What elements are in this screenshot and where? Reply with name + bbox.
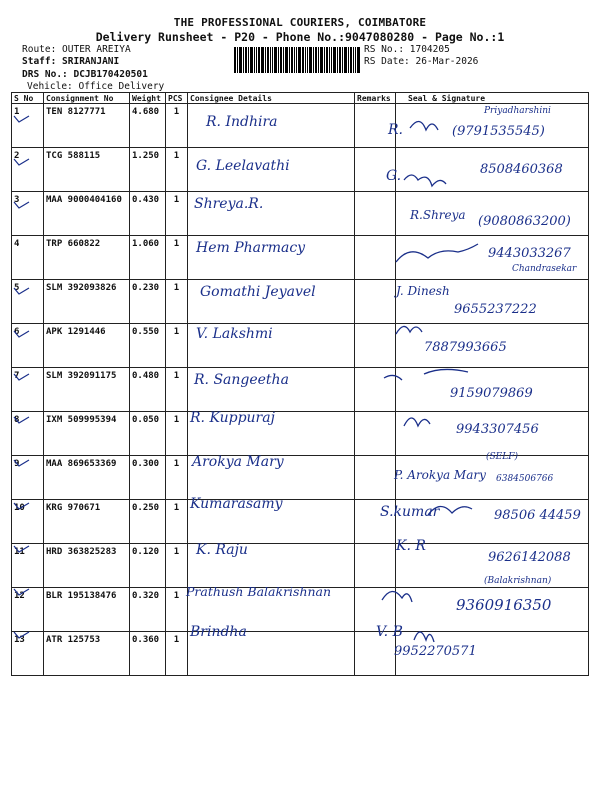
signature-text: P. Arokya Mary [394,468,486,482]
signature-phone: 9626142088 [488,550,571,565]
cell-remarks [355,544,396,588]
consignee-handwritten: G. Leelavathi [196,158,290,174]
cell-pcs: 1 [166,544,188,588]
cell-consignee [188,192,355,236]
cell-consignment: SLM 392091175 [44,368,130,412]
cell-pcs: 1 [166,500,188,544]
cell-sno: 3 [12,192,44,236]
runsheet-table [11,92,589,676]
cell-consignment: APK 1291446 [44,324,130,368]
signature-phone: 9360916350 [456,596,552,614]
signature-phone: 9159079869 [450,386,533,401]
cell-remarks [355,192,396,236]
staff-label: Staff: SRIRANJANI [22,56,120,68]
cell-consignee [188,104,355,148]
consignee-handwritten: R. Kuppuraj [190,410,275,426]
cell-sno: 11 [12,544,44,588]
cell-signature [396,368,589,412]
cell-sno: 6 [12,324,44,368]
cell-signature [396,632,589,676]
cell-weight: 0.120 [130,544,166,588]
signature-note: (Balakrishnan) [484,576,552,586]
runsheet-meta-left [22,44,148,81]
drs-label: DRS No.: DCJB170420501 [22,68,148,80]
table-row [12,192,589,236]
cell-sno: 4 [12,236,44,280]
cell-signature [396,148,589,192]
cell-consignment: MAA 869653369 [44,456,130,500]
table-row [12,456,589,500]
consignee-handwritten: K. Raju [196,542,248,558]
cell-sno: 5 [12,280,44,324]
col-header-signature: Seal & Signature [396,93,589,104]
signature-text: G. [386,168,402,184]
signature-phone: 8508460368 [480,162,563,177]
rs-date: RS Date: 26-Mar-2026 [364,56,479,68]
cell-consignment: TRP 660822 [44,236,130,280]
table-row [12,588,589,632]
cell-remarks [355,632,396,676]
signature-phone: 6384506766 [496,474,554,484]
cell-consignment: TEN 8127771 [44,104,130,148]
cell-consignment: ATR 125753 [44,632,130,676]
cell-consignee [188,280,355,324]
cell-weight: 4.680 [130,104,166,148]
runsheet-company-title: THE PROFESSIONAL COURIERS, COIMBATORE [173,16,427,29]
cell-remarks [355,104,396,148]
signature-phone: 9655237222 [454,302,537,317]
table-header-row [12,93,589,104]
table-row [12,324,589,368]
signature-phone: 98506 44459 [494,508,581,523]
signature-note: Priyadharshini [484,106,551,116]
table-row [12,104,589,148]
cell-remarks [355,500,396,544]
consignee-handwritten: Hem Pharmacy [196,240,306,256]
cell-consignee [188,148,355,192]
table-row [12,280,589,324]
cell-pcs: 1 [166,588,188,632]
cell-sno: 2 [12,148,44,192]
consignee-handwritten: Brindha [190,624,247,640]
table-row [12,368,589,412]
runsheet-meta-right [364,44,478,69]
cell-remarks [355,588,396,632]
cell-remarks [355,280,396,324]
cell-remarks [355,368,396,412]
cell-consignee [188,412,355,456]
cell-signature [396,544,589,588]
cell-signature [396,192,589,236]
signature-text: K. R [396,538,426,554]
signature-phone: 9443033267 [488,246,571,261]
rs-number: RS No.: 1704205 [364,44,450,55]
cell-signature [396,104,589,148]
cell-pcs: 1 [166,456,188,500]
cell-weight: 0.360 [130,632,166,676]
cell-pcs: 1 [166,368,188,412]
signature-phone: 7887993665 [424,340,507,355]
cell-consignee [188,236,355,280]
consignee-handwritten: Gomathi Jeyavel [200,284,316,300]
cell-weight: 0.550 [130,324,166,368]
cell-weight: 0.480 [130,368,166,412]
col-header-remarks: Remarks [355,93,396,104]
cell-consignment: BLR 195138476 [44,588,130,632]
signature-text: S.kumar [380,504,440,520]
signature-text: R. [388,122,403,138]
cell-sno: 12 [12,588,44,632]
cell-weight: 0.430 [130,192,166,236]
consignee-handwritten: V. Lakshmi [196,326,273,342]
table-row [12,544,589,588]
cell-sno: 10 [12,500,44,544]
signature-text: J. Dinesh [396,284,450,298]
consignee-handwritten: R. Indhira [206,114,278,130]
cell-consignee [188,500,355,544]
cell-pcs: 1 [166,104,188,148]
cell-signature [396,236,589,280]
cell-weight: 1.250 [130,148,166,192]
signature-phone: 9943307456 [456,422,539,437]
consignee-handwritten: Shreya.R. [194,196,264,212]
consignee-handwritten: Arokya Mary [192,454,284,470]
route-label: Route: OUTER AREIYA [22,44,131,55]
cell-consignment: SLM 392093826 [44,280,130,324]
signature-phone: (9791535545) [452,124,545,139]
cell-weight: 1.060 [130,236,166,280]
cell-signature [396,412,589,456]
col-header-pcs: PCS [166,93,188,104]
cell-pcs: 1 [166,632,188,676]
table-row [12,148,589,192]
signature-note: (SELF) [486,452,518,462]
cell-weight: 0.050 [130,412,166,456]
cell-consignee [188,544,355,588]
consignee-handwritten: R. Sangeetha [194,372,289,388]
cell-signature [396,588,589,632]
cell-remarks [355,236,396,280]
cell-sno: 1 [12,104,44,148]
table-row [12,236,589,280]
table-row [12,500,589,544]
cell-sno: 8 [12,412,44,456]
cell-weight: 0.230 [130,280,166,324]
cell-pcs: 1 [166,236,188,280]
cell-consignee [188,368,355,412]
cell-pcs: 1 [166,192,188,236]
cell-consignee [188,456,355,500]
col-header-consignee: Consignee Details [188,93,355,104]
table-row [12,632,589,676]
cell-weight: 0.320 [130,588,166,632]
cell-consignment: TCG 588115 [44,148,130,192]
cell-consignment: KRG 970671 [44,500,130,544]
cell-remarks [355,148,396,192]
barcode-icon [234,47,360,73]
cell-remarks [355,456,396,500]
cell-sno: 9 [12,456,44,500]
cell-pcs: 1 [166,412,188,456]
cell-pcs: 1 [166,280,188,324]
cell-sno: 13 [12,632,44,676]
cell-weight: 0.250 [130,500,166,544]
consignee-handwritten: Kumarasamy [190,496,283,512]
signature-note: Chandrasekar [512,264,577,274]
cell-consignee [188,632,355,676]
col-header-consignment: Consignment No [44,93,130,104]
cell-signature [396,500,589,544]
cell-consignment: IXM 509995394 [44,412,130,456]
cell-consignment: HRD 363825283 [44,544,130,588]
signature-text: V. B [376,624,403,640]
vehicle-label: Vehicle: Office Delivery [27,81,165,92]
cell-weight: 0.300 [130,456,166,500]
cell-signature [396,456,589,500]
cell-sno: 7 [12,368,44,412]
cell-remarks [355,324,396,368]
signature-phone: 9952270571 [394,644,477,659]
cell-consignee [188,588,355,632]
col-header-weight: Weight [130,93,166,104]
cell-consignment: MAA 9000404160 [44,192,130,236]
consignee-handwritten: Prathush Balakrishnan [186,584,332,599]
runsheet-subtitle: Delivery Runsheet - P20 - Phone No.:9047080280 - Page No.:1 [95,30,505,44]
cell-signature [396,280,589,324]
signature-phone: (9080863200) [478,214,571,229]
signature-text: R.Shreya [410,208,466,222]
col-header-sno: S No [12,93,44,104]
cell-pcs: 1 [166,148,188,192]
cell-remarks [355,412,396,456]
cell-signature [396,324,589,368]
cell-pcs: 1 [166,324,188,368]
table-row [12,412,589,456]
cell-consignee [188,324,355,368]
